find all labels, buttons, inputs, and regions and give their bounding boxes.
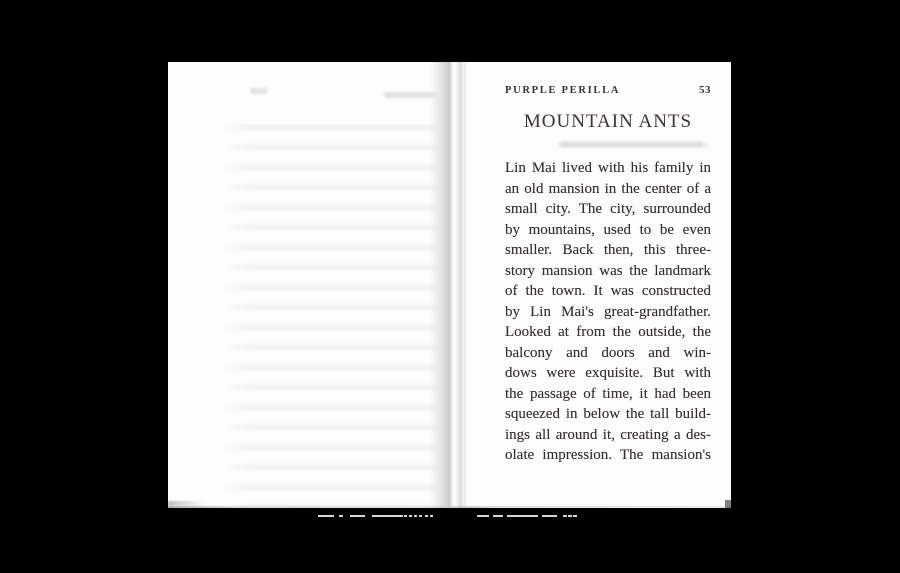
chapter-title: MOUNTAIN ANTS xyxy=(523,111,693,132)
body-text-line: an old mansion in the center of a xyxy=(505,180,711,197)
body-text-line: squeezed in below the tall build- xyxy=(505,406,711,422)
open-book-photo xyxy=(168,62,731,508)
footer-mark-dash xyxy=(563,515,567,517)
corner-smudge xyxy=(168,501,204,506)
body-text-line: Looked at from the outside, the xyxy=(505,324,711,340)
body-text-line: olate impression. The mansion's xyxy=(505,447,711,463)
footer-mark-dash xyxy=(372,515,403,517)
footer-mark-dash xyxy=(339,515,343,517)
footer-mark-dash xyxy=(414,515,417,517)
body-text-line: story mansion was the landmark xyxy=(505,262,711,279)
footer-mark-dash xyxy=(542,515,557,517)
footer-mark-dash xyxy=(568,515,572,517)
running-title: PURPLE PERILLA xyxy=(505,85,621,96)
corner-shadow xyxy=(725,500,731,508)
footer-mark-dash xyxy=(409,515,412,517)
body-text-line: Lin Mai lived with his family in xyxy=(505,160,711,176)
page-header xyxy=(505,84,711,96)
footer-mark-dash xyxy=(419,515,422,517)
ghost-text-block xyxy=(220,124,456,508)
footer-mark-dash xyxy=(318,515,334,517)
footer-mark-dash xyxy=(493,515,503,517)
footer-marks xyxy=(0,515,900,518)
body-text-line: by mountains, used to be even xyxy=(505,221,711,238)
page-edge-line xyxy=(464,62,466,508)
body-text-line: of the town. It was constructed xyxy=(505,283,711,299)
footer-mark-dash xyxy=(430,515,433,517)
body-text-line: balcony and doors and win- xyxy=(505,344,711,361)
footer-mark-dash xyxy=(477,515,489,517)
footer-mark-dash xyxy=(573,515,577,517)
footer-mark-dash xyxy=(350,515,365,517)
footer-mark-dash xyxy=(404,515,407,517)
left-page xyxy=(168,62,430,508)
body-text xyxy=(505,158,711,466)
footer-mark-dash xyxy=(425,515,428,517)
ghost-text-mark xyxy=(558,142,708,148)
footer-mark-dash xyxy=(507,515,538,517)
body-text-line: by Lin Mai's great-grandfather. xyxy=(505,303,711,320)
page-number: 53 xyxy=(699,84,711,96)
ghost-text-mark xyxy=(250,88,268,94)
body-text-line: smaller. Back then, this three- xyxy=(505,242,711,258)
body-text-line: ings all around it, creating a des- xyxy=(505,426,711,443)
body-text-line: dows were exquisite. But with xyxy=(505,365,711,381)
body-text-line: small city. The city, surrounded xyxy=(505,201,711,217)
book-bottom-edge xyxy=(168,506,731,508)
body-text-line: the passage of time, it had been xyxy=(505,385,711,402)
